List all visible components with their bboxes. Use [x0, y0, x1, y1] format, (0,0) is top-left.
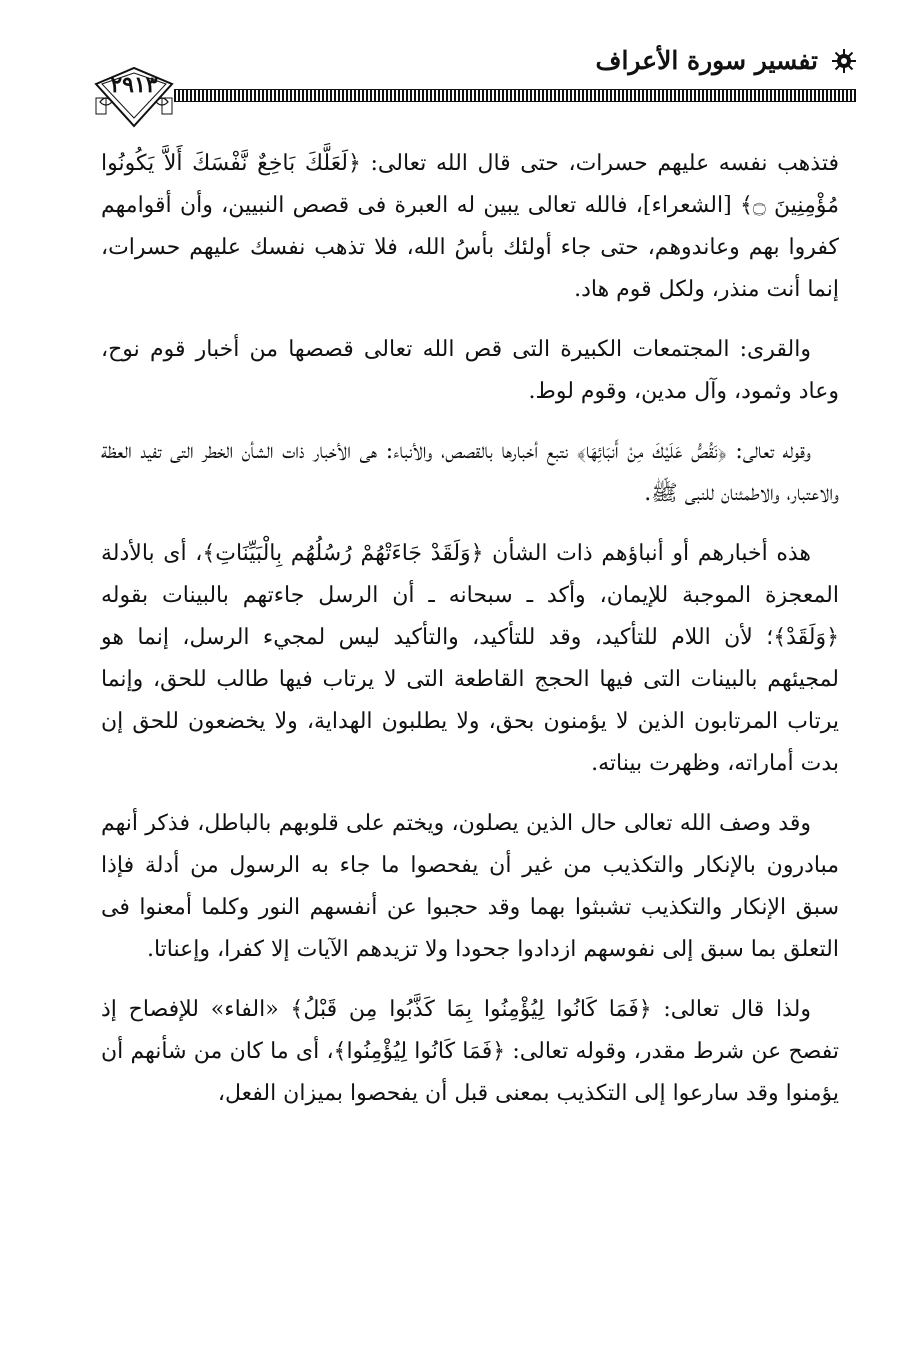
paragraph: ولذا قال تعالى: ﴿فَمَا كَانُوا لِيُؤْمِنُوا بِمَا كَذَّبُوا مِن قَبْلُ﴾ «الفاء» للإفصاح إذ تفصح عن شرط مقدر، وقوله تعالى: ﴿فَمَا كَانُوا لِيُؤْمِنُوا﴾، أى ما كان من شأنهم أن يؤمنوا وقد سارعوا إلى التكذيب بمعنى قبل أن يفحصوا بميزان الفعل،	[101, 997, 839, 1106]
paragraph: والقرى: المجتمعات الكبيرة التى قص الله تعالى قصصها من أخبار قوم نوح، وعاد وثمود، وآل مدين، وقوم لوط.	[101, 337, 839, 404]
running-header	[596, 46, 856, 75]
flower-ornament-icon	[832, 49, 856, 73]
paragraph: وقوله تعالى: ﴿نَقُصُّ عَلَيْكَ مِنْ أَنبَائِهَا﴾ نتبع أخبارها بالقصص، والأنباء: هى الأخبار ذات الشأن الخطر التى تفيد العظة والاعتبار، والاطمئنان للنبى ﷺ.	[101, 439, 839, 506]
page-header	[96, 40, 856, 100]
body-text	[101, 143, 839, 1115]
header-rule	[174, 89, 856, 102]
running-title: تفسير سورة الأعراف	[595, 46, 818, 75]
paragraph: وقد وصف الله تعالى حال الذين يصلون، ويختم على قلوبهم بالباطل، فذكر أنهم مبادرون بالإنكار والتكذيب من غير أن يفحصوا ما جاء به الرسول من أدلة فإذا سبق الإنكار والتكذيب تشبثوا بهما وقد حجبوا عن أنفسهم النور وكلما أمعنوا فى التعلق بما سبق إلى نفوسهم ازدادوا جحودا ولا تزيدهم الآيات إلا كفرا، وإعناتا.	[101, 811, 839, 962]
page-number-badge	[92, 40, 176, 132]
paragraph: هذه أخبارهم أو أنباؤهم ذات الشأن ﴿وَلَقَدْ جَاءَتْهُمْ رُسُلُهُم بِالْبَيِّنَاتِ﴾، أى بالأدلة المعجزة الموجبة للإيمان، وأكد ـ سبحانه ـ أن الرسل جاءتهم بالبينات بقوله ﴿وَلَقَدْ﴾؛ لأن اللام للتأكيد، وقد للتأكيد، والتأكيد ليس لمجيء الرسل، إنما هو لمجيئهم بالبينات التى فيها الحجج القاطعة التى لا يرتاب فيها طالب للحق، وإنما يرتاب المرتابون الذين لا يؤمنون بحق، ولا يطلبون الهداية، ولا يخضعون للحق إن بدت أماراته، وظهرت بيناته.	[101, 541, 839, 776]
paragraph: فتذهب نفسه عليهم حسرات، حتى قال الله تعالى: ﴿لَعَلَّكَ بَاخِعٌ نَّفْسَكَ أَلاَّ يَكُونُوا مُؤْمِنِينَ ۝﴾ [الشعراء]، فالله تعالى يبين له العبرة فى قصص النبيين، وأن أقوامهم كفروا بهم وعاندوهم، حتى جاء أولئك بأسُ الله، فلا تذهب نفسك عليهم حسرات، إنما أنت منذر، ولكل قوم هاد.	[101, 151, 839, 302]
page-number: ٢٩١٣	[110, 72, 158, 98]
